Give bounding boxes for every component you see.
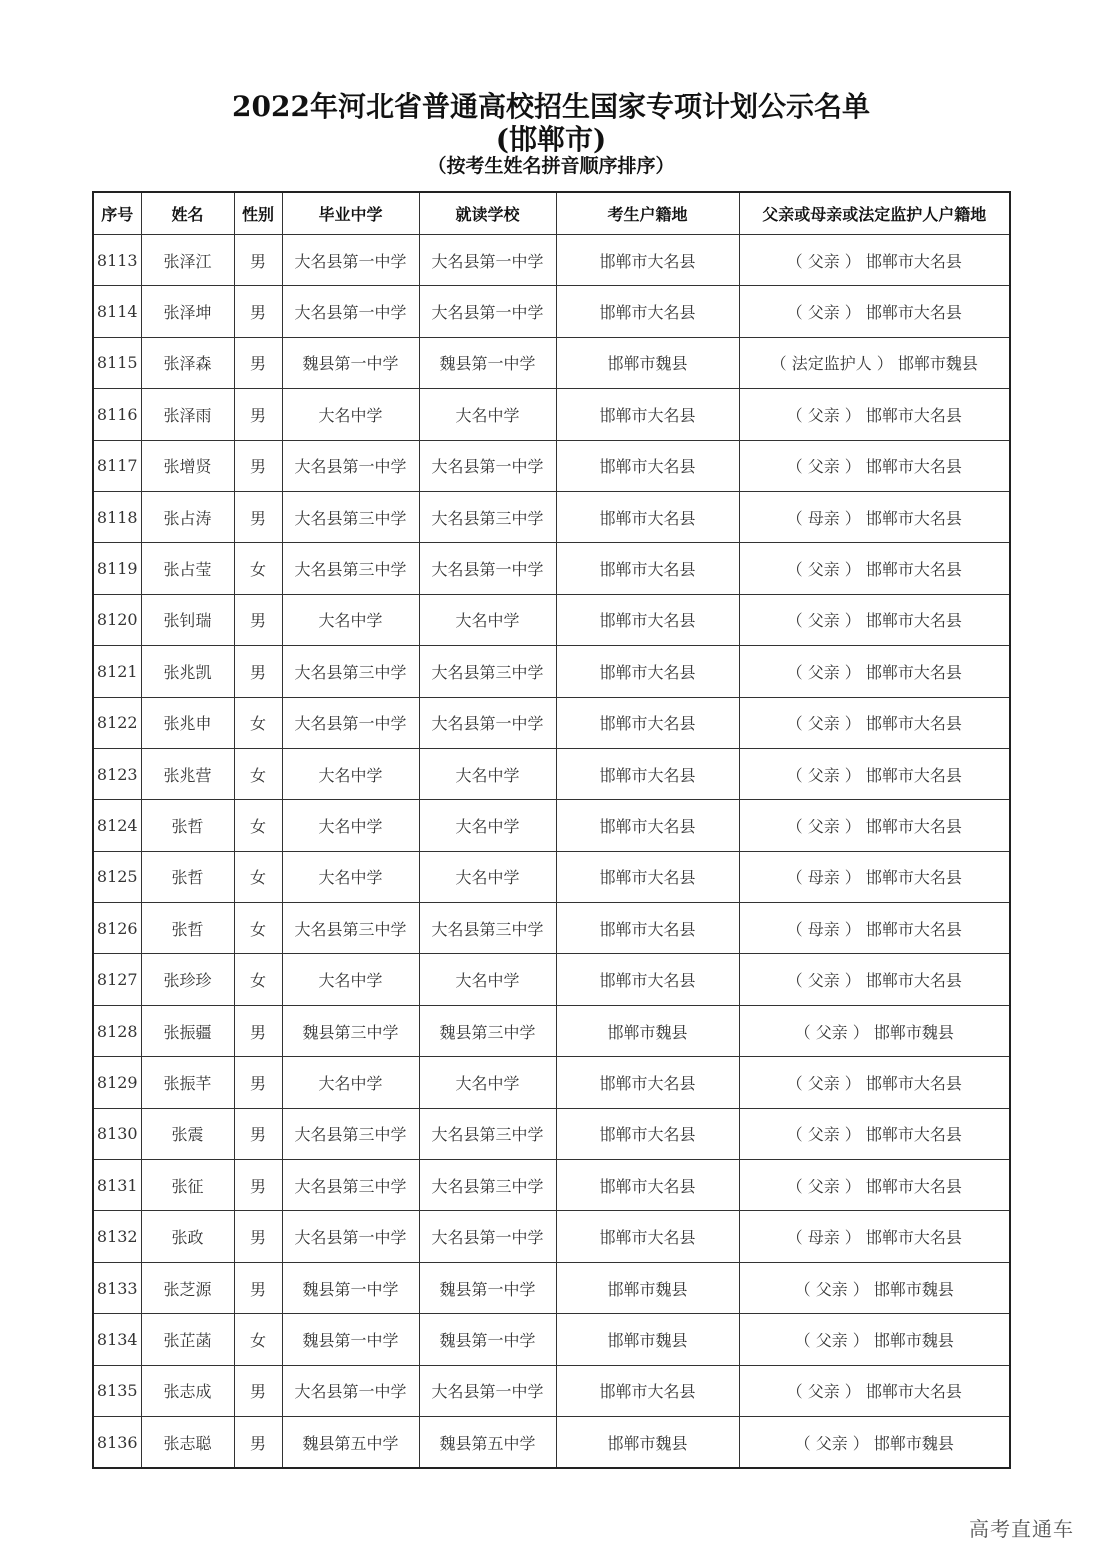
cell-guardian-domicile: （ 母亲 ） 邯郸市大名县	[739, 903, 1010, 954]
cell-student-domicile: 邯郸市大名县	[556, 903, 739, 954]
cell-gender: 女	[234, 697, 282, 748]
cell-guardian-domicile: （ 法定监护人 ） 邯郸市魏县	[739, 337, 1010, 388]
cell-gender: 男	[234, 1211, 282, 1262]
table-row	[93, 954, 1010, 1005]
cell-graduated-school: 大名县第三中学	[282, 1108, 419, 1159]
cell-gender: 男	[234, 389, 282, 440]
cell-name: 张哲	[141, 903, 234, 954]
roster-table	[92, 191, 1011, 1469]
cell-guardian-domicile: （ 父亲 ） 邯郸市大名县	[739, 954, 1010, 1005]
cell-name: 张增贤	[141, 440, 234, 491]
cell-serial: 8115	[93, 337, 141, 388]
cell-current-school: 魏县第一中学	[419, 1314, 556, 1365]
cell-name: 张钊瑞	[141, 594, 234, 645]
cell-serial: 8136	[93, 1416, 141, 1468]
cell-current-school: 大名中学	[419, 594, 556, 645]
cell-name: 张政	[141, 1211, 234, 1262]
cell-gender: 男	[234, 1262, 282, 1313]
cell-current-school: 大名中学	[419, 954, 556, 1005]
header-gender: 性别	[234, 192, 282, 235]
cell-serial: 8123	[93, 748, 141, 799]
cell-serial: 8114	[93, 286, 141, 337]
cell-gender: 男	[234, 440, 282, 491]
cell-name: 张占涛	[141, 491, 234, 542]
cell-name: 张泽江	[141, 235, 234, 286]
cell-current-school: 大名县第一中学	[419, 697, 556, 748]
cell-current-school: 大名县第三中学	[419, 903, 556, 954]
cell-graduated-school: 大名县第一中学	[282, 697, 419, 748]
header-guardian-domicile: 父亲或母亲或法定监护人户籍地	[739, 192, 1010, 235]
cell-name: 张兆营	[141, 748, 234, 799]
cell-gender: 男	[234, 337, 282, 388]
header-current-school: 就读学校	[419, 192, 556, 235]
table-row	[93, 697, 1010, 748]
cell-serial: 8117	[93, 440, 141, 491]
cell-serial: 8132	[93, 1211, 141, 1262]
cell-serial: 8125	[93, 851, 141, 902]
cell-graduated-school: 大名县第一中学	[282, 440, 419, 491]
cell-name: 张芝源	[141, 1262, 234, 1313]
cell-current-school: 魏县第五中学	[419, 1416, 556, 1468]
table-row	[93, 851, 1010, 902]
cell-student-domicile: 邯郸市魏县	[556, 1262, 739, 1313]
cell-current-school: 魏县第一中学	[419, 1262, 556, 1313]
cell-current-school: 大名县第一中学	[419, 543, 556, 594]
cell-student-domicile: 邯郸市大名县	[556, 954, 739, 1005]
cell-gender: 男	[234, 286, 282, 337]
table-row	[93, 646, 1010, 697]
cell-name: 张志成	[141, 1365, 234, 1416]
table-row	[93, 543, 1010, 594]
cell-current-school: 大名中学	[419, 800, 556, 851]
cell-student-domicile: 邯郸市大名县	[556, 748, 739, 799]
cell-current-school: 大名县第三中学	[419, 646, 556, 697]
cell-graduated-school: 大名县第三中学	[282, 491, 419, 542]
cell-name: 张振疆	[141, 1005, 234, 1056]
cell-guardian-domicile: （ 父亲 ） 邯郸市魏县	[739, 1262, 1010, 1313]
cell-student-domicile: 邯郸市大名县	[556, 1160, 739, 1211]
cell-current-school: 大名中学	[419, 1057, 556, 1108]
table-row	[93, 389, 1010, 440]
cell-guardian-domicile: （ 父亲 ） 邯郸市大名县	[739, 235, 1010, 286]
cell-student-domicile: 邯郸市大名县	[556, 646, 739, 697]
cell-student-domicile: 邯郸市魏县	[556, 1005, 739, 1056]
cell-student-domicile: 邯郸市大名县	[556, 851, 739, 902]
cell-serial: 8127	[93, 954, 141, 1005]
cell-guardian-domicile: （ 母亲 ） 邯郸市大名县	[739, 491, 1010, 542]
table-row	[93, 1365, 1010, 1416]
table-row	[93, 1416, 1010, 1468]
cell-current-school: 魏县第一中学	[419, 337, 556, 388]
cell-student-domicile: 邯郸市大名县	[556, 389, 739, 440]
cell-guardian-domicile: （ 父亲 ） 邯郸市大名县	[739, 286, 1010, 337]
cell-gender: 男	[234, 594, 282, 645]
cell-serial: 8122	[93, 697, 141, 748]
cell-guardian-domicile: （ 父亲 ） 邯郸市魏县	[739, 1005, 1010, 1056]
cell-serial: 8129	[93, 1057, 141, 1108]
cell-guardian-domicile: （ 父亲 ） 邯郸市大名县	[739, 1108, 1010, 1159]
cell-student-domicile: 邯郸市魏县	[556, 1314, 739, 1365]
cell-gender: 男	[234, 646, 282, 697]
cell-gender: 男	[234, 235, 282, 286]
cell-serial: 8118	[93, 491, 141, 542]
cell-guardian-domicile: （ 父亲 ） 邯郸市大名县	[739, 697, 1010, 748]
cell-gender: 男	[234, 1416, 282, 1468]
cell-name: 张兆申	[141, 697, 234, 748]
cell-graduated-school: 大名县第一中学	[282, 235, 419, 286]
table-header-row	[93, 192, 1010, 235]
table-row	[93, 286, 1010, 337]
cell-serial: 8113	[93, 235, 141, 286]
table-row	[93, 1160, 1010, 1211]
cell-graduated-school: 大名县第一中学	[282, 1365, 419, 1416]
header-graduated-school: 毕业中学	[282, 192, 419, 235]
cell-gender: 男	[234, 1365, 282, 1416]
cell-graduated-school: 大名中学	[282, 851, 419, 902]
cell-guardian-domicile: （ 父亲 ） 邯郸市大名县	[739, 1160, 1010, 1211]
document-city: (邯郸市)	[495, 123, 607, 156]
cell-student-domicile: 邯郸市大名县	[556, 1211, 739, 1262]
cell-serial: 8121	[93, 646, 141, 697]
table-row	[93, 1005, 1010, 1056]
table-row	[93, 903, 1010, 954]
cell-current-school: 大名县第一中学	[419, 440, 556, 491]
table-row	[93, 337, 1010, 388]
cell-serial: 8120	[93, 594, 141, 645]
cell-graduated-school: 大名县第三中学	[282, 543, 419, 594]
cell-student-domicile: 邯郸市大名县	[556, 800, 739, 851]
cell-student-domicile: 邯郸市魏县	[556, 1416, 739, 1468]
cell-graduated-school: 大名中学	[282, 800, 419, 851]
cell-gender: 男	[234, 1160, 282, 1211]
header-student-domicile: 考生户籍地	[556, 192, 739, 235]
cell-guardian-domicile: （ 父亲 ） 邯郸市大名县	[739, 543, 1010, 594]
cell-current-school: 大名县第一中学	[419, 235, 556, 286]
cell-serial: 8134	[93, 1314, 141, 1365]
cell-student-domicile: 邯郸市大名县	[556, 543, 739, 594]
roster-body	[93, 235, 1010, 1469]
cell-serial: 8126	[93, 903, 141, 954]
cell-serial: 8119	[93, 543, 141, 594]
cell-gender: 男	[234, 1057, 282, 1108]
cell-student-domicile: 邯郸市大名县	[556, 1057, 739, 1108]
cell-name: 张哲	[141, 851, 234, 902]
table-row	[93, 1211, 1010, 1262]
cell-guardian-domicile: （ 父亲 ） 邯郸市大名县	[739, 800, 1010, 851]
cell-student-domicile: 邯郸市大名县	[556, 286, 739, 337]
cell-graduated-school: 大名中学	[282, 1057, 419, 1108]
watermark: 高考直通车	[969, 1517, 1074, 1541]
cell-current-school: 大名县第一中学	[419, 286, 556, 337]
cell-guardian-domicile: （ 父亲 ） 邯郸市大名县	[739, 389, 1010, 440]
cell-student-domicile: 邯郸市魏县	[556, 337, 739, 388]
cell-student-domicile: 邯郸市大名县	[556, 1108, 739, 1159]
table-row	[93, 748, 1010, 799]
cell-gender: 女	[234, 1314, 282, 1365]
cell-guardian-domicile: （ 母亲 ） 邯郸市大名县	[739, 1211, 1010, 1262]
cell-student-domicile: 邯郸市大名县	[556, 1365, 739, 1416]
cell-name: 张志聪	[141, 1416, 234, 1468]
cell-student-domicile: 邯郸市大名县	[556, 594, 739, 645]
cell-current-school: 大名中学	[419, 389, 556, 440]
cell-current-school: 大名县第一中学	[419, 1365, 556, 1416]
cell-name: 张哲	[141, 800, 234, 851]
cell-graduated-school: 大名县第三中学	[282, 646, 419, 697]
table-row	[93, 800, 1010, 851]
table-row	[93, 1314, 1010, 1365]
cell-guardian-domicile: （ 父亲 ） 邯郸市魏县	[739, 1416, 1010, 1468]
cell-student-domicile: 邯郸市大名县	[556, 440, 739, 491]
cell-gender: 女	[234, 543, 282, 594]
cell-name: 张兆凯	[141, 646, 234, 697]
cell-serial: 8130	[93, 1108, 141, 1159]
cell-serial: 8116	[93, 389, 141, 440]
cell-current-school: 大名县第三中学	[419, 491, 556, 542]
cell-gender: 女	[234, 800, 282, 851]
sort-note: （按考生姓名拼音顺序排序）	[427, 155, 675, 177]
cell-graduated-school: 大名中学	[282, 389, 419, 440]
document-title: 2022年河北省普通高校招生国家专项计划公示名单	[232, 90, 870, 123]
cell-current-school: 魏县第三中学	[419, 1005, 556, 1056]
cell-name: 张泽坤	[141, 286, 234, 337]
table-row	[93, 1057, 1010, 1108]
cell-graduated-school: 大名县第三中学	[282, 903, 419, 954]
cell-student-domicile: 邯郸市大名县	[556, 697, 739, 748]
cell-graduated-school: 魏县第三中学	[282, 1005, 419, 1056]
cell-guardian-domicile: （ 父亲 ） 邯郸市魏县	[739, 1314, 1010, 1365]
cell-current-school: 大名县第三中学	[419, 1108, 556, 1159]
cell-serial: 8128	[93, 1005, 141, 1056]
cell-guardian-domicile: （ 父亲 ） 邯郸市大名县	[739, 646, 1010, 697]
table-row	[93, 594, 1010, 645]
cell-name: 张珍珍	[141, 954, 234, 1005]
cell-gender: 男	[234, 1108, 282, 1159]
cell-gender: 女	[234, 903, 282, 954]
cell-graduated-school: 大名县第三中学	[282, 1160, 419, 1211]
table-row	[93, 1262, 1010, 1313]
cell-graduated-school: 大名县第一中学	[282, 1211, 419, 1262]
cell-gender: 女	[234, 851, 282, 902]
cell-graduated-school: 大名中学	[282, 954, 419, 1005]
cell-serial: 8133	[93, 1262, 141, 1313]
cell-gender: 男	[234, 491, 282, 542]
cell-serial: 8135	[93, 1365, 141, 1416]
cell-student-domicile: 邯郸市大名县	[556, 235, 739, 286]
cell-student-domicile: 邯郸市大名县	[556, 491, 739, 542]
table-row	[93, 440, 1010, 491]
cell-current-school: 大名县第三中学	[419, 1160, 556, 1211]
cell-gender: 女	[234, 954, 282, 1005]
cell-graduated-school: 魏县第五中学	[282, 1416, 419, 1468]
table-row	[93, 1108, 1010, 1159]
cell-gender: 男	[234, 1005, 282, 1056]
header-serial: 序号	[93, 192, 141, 235]
cell-name: 张振芊	[141, 1057, 234, 1108]
table-row	[93, 491, 1010, 542]
cell-graduated-school: 魏县第一中学	[282, 337, 419, 388]
cell-name: 张泽森	[141, 337, 234, 388]
cell-guardian-domicile: （ 父亲 ） 邯郸市大名县	[739, 1057, 1010, 1108]
cell-current-school: 大名中学	[419, 851, 556, 902]
table-row	[93, 235, 1010, 286]
cell-serial: 8124	[93, 800, 141, 851]
cell-name: 张征	[141, 1160, 234, 1211]
cell-name: 张泽雨	[141, 389, 234, 440]
cell-name: 张占莹	[141, 543, 234, 594]
cell-graduated-school: 大名县第一中学	[282, 286, 419, 337]
cell-guardian-domicile: （ 父亲 ） 邯郸市大名县	[739, 1365, 1010, 1416]
cell-graduated-school: 魏县第一中学	[282, 1314, 419, 1365]
cell-guardian-domicile: （ 父亲 ） 邯郸市大名县	[739, 748, 1010, 799]
cell-current-school: 大名县第一中学	[419, 1211, 556, 1262]
cell-name: 张震	[141, 1108, 234, 1159]
cell-guardian-domicile: （ 父亲 ） 邯郸市大名县	[739, 594, 1010, 645]
cell-guardian-domicile: （ 母亲 ） 邯郸市大名县	[739, 851, 1010, 902]
cell-name: 张芷菡	[141, 1314, 234, 1365]
cell-gender: 女	[234, 748, 282, 799]
cell-graduated-school: 大名中学	[282, 594, 419, 645]
cell-graduated-school: 大名中学	[282, 748, 419, 799]
cell-guardian-domicile: （ 父亲 ） 邯郸市大名县	[739, 440, 1010, 491]
cell-current-school: 大名中学	[419, 748, 556, 799]
header-name: 姓名	[141, 192, 234, 235]
cell-graduated-school: 魏县第一中学	[282, 1262, 419, 1313]
cell-serial: 8131	[93, 1160, 141, 1211]
